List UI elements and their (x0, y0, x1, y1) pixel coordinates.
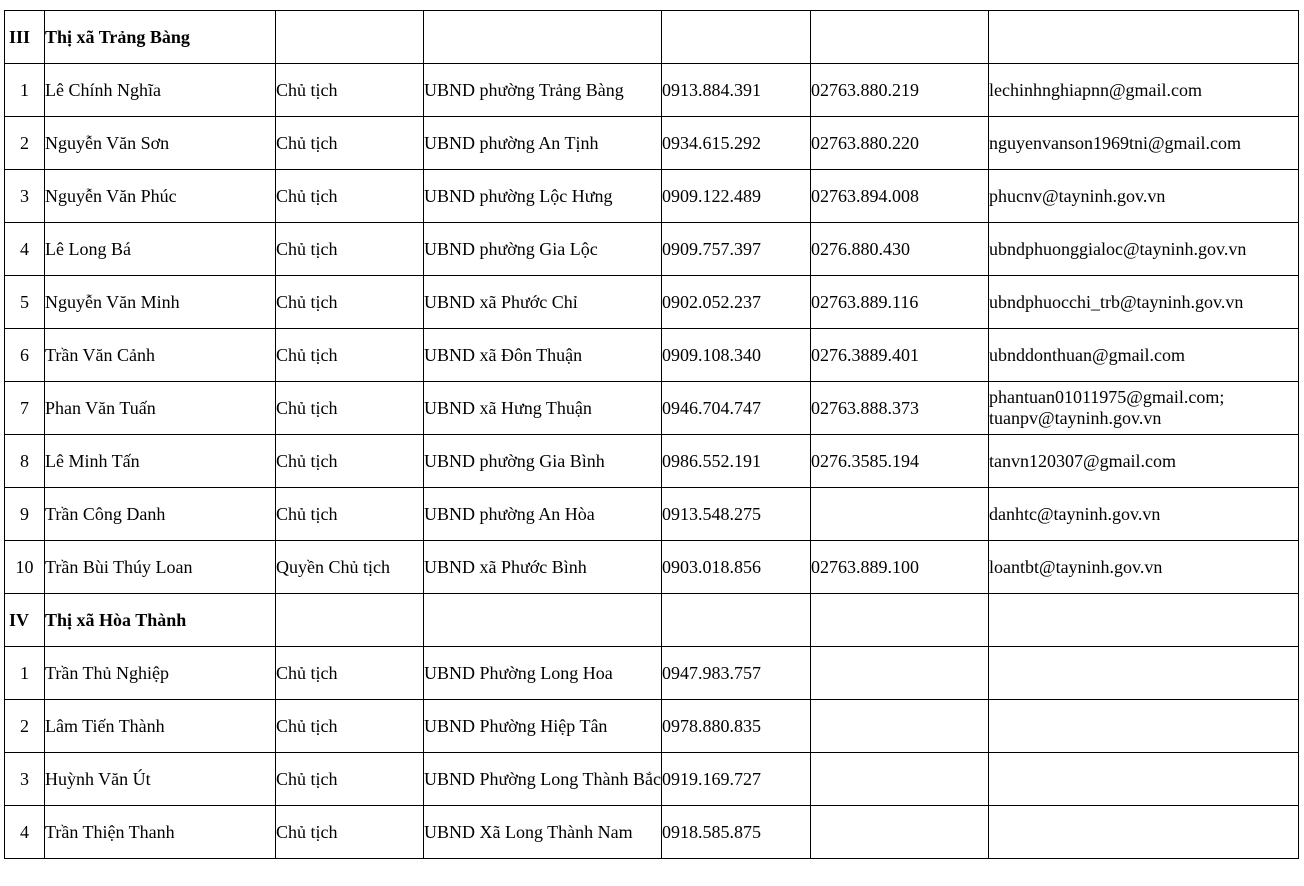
email (989, 382, 1299, 435)
table-row (5, 647, 1299, 700)
row-number: 4 (5, 806, 45, 859)
position: Chủ tịch (276, 753, 424, 806)
section-header-row (5, 594, 1299, 647)
office: UBND Xã Long Thành Nam (424, 806, 662, 859)
person-name: Trần Công Danh (45, 488, 276, 541)
empty-cell (276, 11, 424, 64)
email: phucnv@tayninh.gov.vn (989, 170, 1299, 223)
position: Quyền Chủ tịch (276, 541, 424, 594)
section-header-row (5, 11, 1299, 64)
email: tanvn120307@gmail.com (989, 435, 1299, 488)
email: loantbt@tayninh.gov.vn (989, 541, 1299, 594)
empty-cell (424, 11, 662, 64)
row-number: 1 (5, 64, 45, 117)
empty-cell (811, 11, 989, 64)
office-phone: 0276.880.430 (811, 223, 989, 276)
office: UBND Phường Hiệp Tân (424, 700, 662, 753)
office: UBND phường An Hòa (424, 488, 662, 541)
office: UBND Phường Long Hoa (424, 647, 662, 700)
position: Chủ tịch (276, 276, 424, 329)
office: UBND xã Phước Chỉ (424, 276, 662, 329)
mobile-phone: 0913.884.391 (662, 64, 811, 117)
table-row (5, 329, 1299, 382)
email: ubndphuonggialoc@tayninh.gov.vn (989, 223, 1299, 276)
section-code: IV (5, 594, 45, 647)
office: UBND phường Lộc Hưng (424, 170, 662, 223)
section-title: Thị xã Hòa Thành (45, 594, 276, 647)
position: Chủ tịch (276, 647, 424, 700)
position: Chủ tịch (276, 329, 424, 382)
person-name: Trần Văn Cảnh (45, 329, 276, 382)
mobile-phone: 0986.552.191 (662, 435, 811, 488)
row-number: 10 (5, 541, 45, 594)
office-phone (811, 806, 989, 859)
table-row (5, 382, 1299, 435)
office-phone (811, 647, 989, 700)
person-name: Lê Long Bá (45, 223, 276, 276)
row-number: 8 (5, 435, 45, 488)
person-name: Nguyễn Văn Phúc (45, 170, 276, 223)
person-name: Nguyễn Văn Minh (45, 276, 276, 329)
empty-cell (989, 11, 1299, 64)
empty-cell (424, 594, 662, 647)
position: Chủ tịch (276, 223, 424, 276)
table-row (5, 276, 1299, 329)
office-phone: 0276.3585.194 (811, 435, 989, 488)
office-phone (811, 700, 989, 753)
email (989, 753, 1299, 806)
mobile-phone: 0903.018.856 (662, 541, 811, 594)
person-name: Lê Chính Nghĩa (45, 64, 276, 117)
mobile-phone: 0946.704.747 (662, 382, 811, 435)
office: UBND phường Gia Lộc (424, 223, 662, 276)
email: nguyenvanson1969tni@gmail.com (989, 117, 1299, 170)
table-row (5, 806, 1299, 859)
office: UBND Phường Long Thành Bắc (424, 753, 662, 806)
office: UBND phường Gia Bình (424, 435, 662, 488)
mobile-phone: 0902.052.237 (662, 276, 811, 329)
person-name: Lê Minh Tấn (45, 435, 276, 488)
person-name: Trần Thiện Thanh (45, 806, 276, 859)
empty-cell (662, 11, 811, 64)
table-row (5, 488, 1299, 541)
email: danhtc@tayninh.gov.vn (989, 488, 1299, 541)
row-number: 6 (5, 329, 45, 382)
empty-cell (989, 594, 1299, 647)
office: UBND xã Hưng Thuận (424, 382, 662, 435)
position: Chủ tịch (276, 700, 424, 753)
email (989, 647, 1299, 700)
office-phone: 02763.889.116 (811, 276, 989, 329)
empty-cell (276, 594, 424, 647)
person-name: Nguyễn Văn Sơn (45, 117, 276, 170)
mobile-phone: 0947.983.757 (662, 647, 811, 700)
person-name: Lâm Tiến Thành (45, 700, 276, 753)
table-row (5, 700, 1299, 753)
office-phone: 02763.888.373 (811, 382, 989, 435)
table-row (5, 170, 1299, 223)
mobile-phone: 0934.615.292 (662, 117, 811, 170)
email: ubndphuocchi_trb@tayninh.gov.vn (989, 276, 1299, 329)
table-row (5, 541, 1299, 594)
mobile-phone: 0909.122.489 (662, 170, 811, 223)
row-number: 4 (5, 223, 45, 276)
row-number: 9 (5, 488, 45, 541)
email-secondary: tuanpv@tayninh.gov.vn (989, 408, 1162, 428)
person-name: Huỳnh Văn Út (45, 753, 276, 806)
contact-directory-table (4, 10, 1299, 859)
table-row (5, 753, 1299, 806)
mobile-phone: 0913.548.275 (662, 488, 811, 541)
office: UBND phường An Tịnh (424, 117, 662, 170)
office: UBND phường Trảng Bàng (424, 64, 662, 117)
row-number: 1 (5, 647, 45, 700)
office-phone (811, 753, 989, 806)
row-number: 7 (5, 382, 45, 435)
person-name: Trần Thủ Nghiệp (45, 647, 276, 700)
office-phone (811, 488, 989, 541)
office: UBND xã Đôn Thuận (424, 329, 662, 382)
email: lechinhnghiapnn@gmail.com (989, 64, 1299, 117)
email: ubnddonthuan@gmail.com (989, 329, 1299, 382)
empty-cell (811, 594, 989, 647)
email (989, 806, 1299, 859)
table-row (5, 117, 1299, 170)
office-phone: 02763.889.100 (811, 541, 989, 594)
mobile-phone: 0978.880.835 (662, 700, 811, 753)
email (989, 700, 1299, 753)
position: Chủ tịch (276, 64, 424, 117)
position: Chủ tịch (276, 488, 424, 541)
position: Chủ tịch (276, 435, 424, 488)
office: UBND xã Phước Bình (424, 541, 662, 594)
row-number: 3 (5, 753, 45, 806)
row-number: 3 (5, 170, 45, 223)
section-title: Thị xã Trảng Bàng (45, 11, 276, 64)
table-row (5, 223, 1299, 276)
section-code: III (5, 11, 45, 64)
row-number: 2 (5, 117, 45, 170)
office-phone: 02763.894.008 (811, 170, 989, 223)
email-primary: phantuan01011975@gmail.com; (989, 387, 1225, 407)
position: Chủ tịch (276, 117, 424, 170)
table-row (5, 64, 1299, 117)
mobile-phone: 0909.108.340 (662, 329, 811, 382)
office-phone: 0276.3889.401 (811, 329, 989, 382)
row-number: 5 (5, 276, 45, 329)
row-number: 2 (5, 700, 45, 753)
empty-cell (662, 594, 811, 647)
office-phone: 02763.880.219 (811, 64, 989, 117)
office-phone: 02763.880.220 (811, 117, 989, 170)
mobile-phone: 0909.757.397 (662, 223, 811, 276)
position: Chủ tịch (276, 170, 424, 223)
position: Chủ tịch (276, 382, 424, 435)
person-name: Trần Bùi Thúy Loan (45, 541, 276, 594)
mobile-phone: 0919.169.727 (662, 753, 811, 806)
person-name: Phan Văn Tuấn (45, 382, 276, 435)
mobile-phone: 0918.585.875 (662, 806, 811, 859)
table-row (5, 435, 1299, 488)
position: Chủ tịch (276, 806, 424, 859)
